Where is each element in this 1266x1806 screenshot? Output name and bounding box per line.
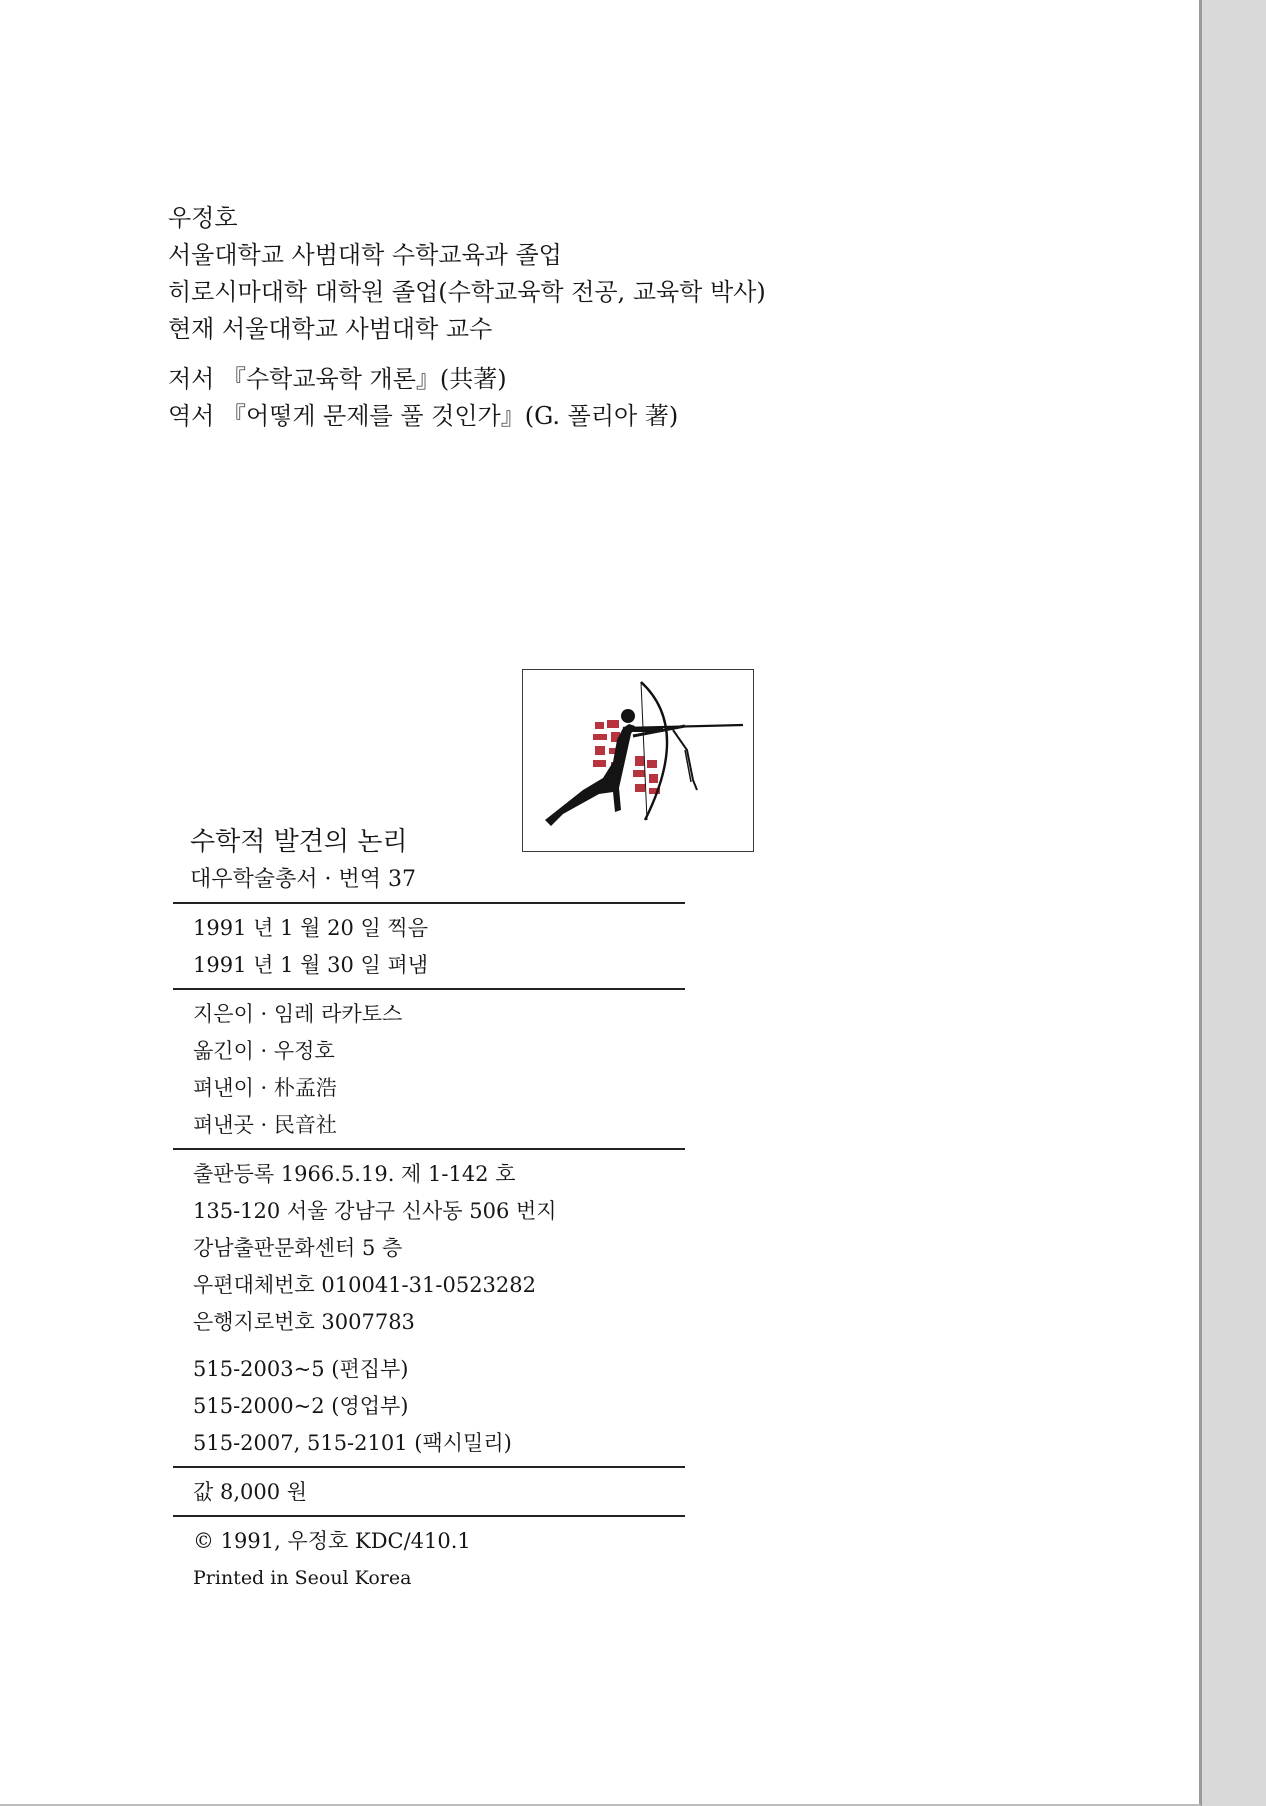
- author-bio: [168, 200, 766, 435]
- divider: [173, 1515, 685, 1517]
- phone-line: 515-2003~5 (편집부): [193, 1357, 409, 1381]
- registration-line: 135-120 서울 강남구 신사동 506 번지: [193, 1199, 557, 1223]
- registration-line: 강남출판문화센터 5 층: [193, 1236, 403, 1260]
- print-date: 1991 년 1 월 20 일 찍음: [193, 916, 429, 940]
- publish-date: 1991 년 1 월 30 일 펴냄: [193, 953, 429, 977]
- price: 값 8,000 원: [193, 1480, 308, 1504]
- bio-line: 현재 서울대학교 사범대학 교수: [168, 315, 493, 343]
- colophon: [173, 822, 685, 1597]
- bio-line: 히로시마대학 대학원 졸업(수학교육학 전공, 교육학 박사): [168, 278, 766, 306]
- credit-house: 펴낸곳 · 民音社: [193, 1113, 337, 1137]
- registration-line: 우편대체번호 010041-31-0523282: [193, 1273, 536, 1297]
- printed-in: Printed in Seoul Korea: [193, 1567, 412, 1589]
- author-name: 우정호: [168, 204, 238, 232]
- book-title: 수학적 발견의 논리: [190, 827, 408, 857]
- divider: [173, 1466, 685, 1468]
- series-name: 대우학술총서 · 번역 37: [190, 867, 416, 892]
- divider: [173, 902, 685, 904]
- divider: [173, 1148, 685, 1150]
- bio-line: 서울대학교 사범대학 수학교육과 졸업: [168, 241, 562, 269]
- bio-work: 저서 『수학교육학 개론』(共著): [168, 365, 507, 393]
- registration-line: 출판등록 1966.5.19. 제 1-142 호: [193, 1162, 516, 1186]
- registration-line: 은행지로번호 3007783: [193, 1310, 415, 1334]
- credit-publisher: 펴낸이 · 朴孟浩: [193, 1076, 337, 1100]
- phone-line: 515-2007, 515-2101 (팩시밀리): [193, 1431, 512, 1455]
- bio-work: 역서 『어떻게 문제를 풀 것인가』(G. 폴리아 著): [168, 402, 679, 430]
- phone-line: 515-2000~2 (영업부): [193, 1394, 409, 1418]
- credit-author: 지은이 · 임레 라카토스: [193, 1002, 403, 1026]
- credit-translator: 옮긴이 · 우정호: [193, 1039, 335, 1063]
- divider: [173, 988, 685, 990]
- copyright: © 1991, 우정호 KDC/410.1: [193, 1529, 471, 1553]
